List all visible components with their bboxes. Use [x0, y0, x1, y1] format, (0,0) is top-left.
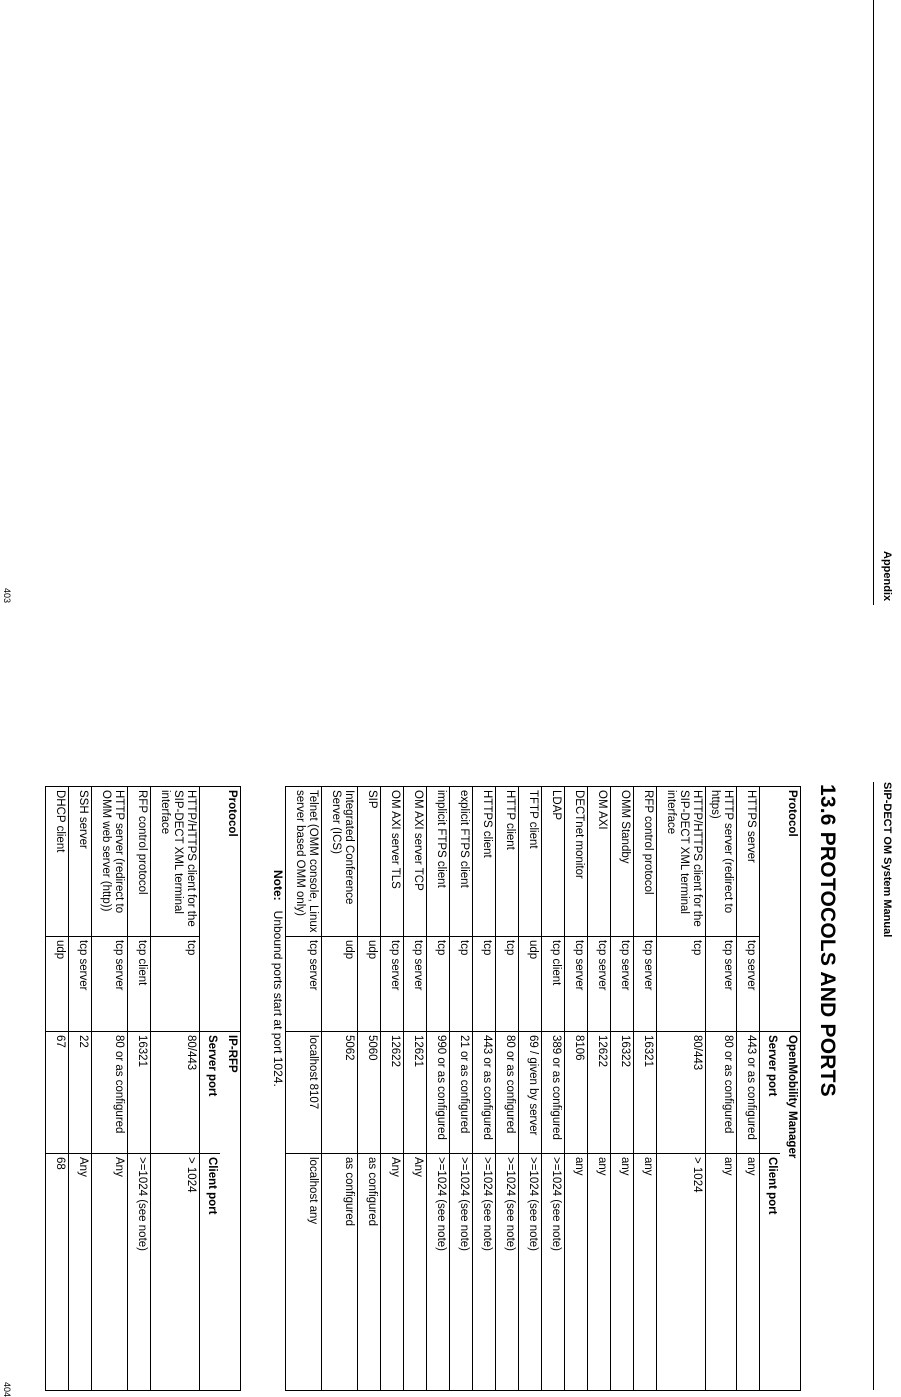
server-port-cell: 5062 [322, 1032, 358, 1154]
rfp-empty-sub2 [200, 937, 221, 1032]
type-cell: tcp client [128, 937, 151, 1032]
note-label: Note: [271, 870, 285, 901]
omm-col-client-port: Client port [760, 1154, 781, 1391]
server-port-cell: localhost 8107 [286, 1032, 322, 1154]
protocol-cell: TFTP client [519, 787, 542, 937]
page-number-right: 403 [2, 588, 12, 604]
client-port-cell: >=1024 (see note) [496, 1154, 519, 1391]
omm-col-server-port: Server port [760, 1032, 781, 1154]
table-row [322, 787, 358, 1391]
client-port-cell: any [565, 1154, 588, 1391]
omm-group-label: OpenMobility Manager [780, 1032, 801, 1391]
table-note [271, 870, 285, 1087]
table-row [519, 787, 542, 1391]
type-cell: tcp [151, 937, 200, 1032]
protocol-cell: DHCP client [46, 787, 69, 937]
client-port-cell: >=1024 (see note) [128, 1154, 151, 1391]
table-row [450, 787, 473, 1391]
client-port-cell: any [634, 1154, 657, 1391]
server-port-cell: 5060 [358, 1032, 381, 1154]
server-port-cell: 389 or as configured [542, 1032, 565, 1154]
type-cell: tcp [496, 937, 519, 1032]
table-row [92, 787, 128, 1391]
type-cell: tcp [450, 937, 473, 1032]
server-port-cell: 8106 [565, 1032, 588, 1154]
type-cell: tcp server [706, 937, 737, 1032]
table-row [496, 787, 519, 1391]
protocol-cell: OM AXI server TCP [404, 787, 427, 937]
client-port-cell: > 1024 [151, 1154, 200, 1391]
client-port-cell: Any [92, 1154, 128, 1391]
table-row [151, 787, 200, 1391]
type-cell: udp [358, 937, 381, 1032]
rfp-col-server-port: Server port [200, 1032, 221, 1154]
client-port-cell: >=1024 (see note) [519, 1154, 542, 1391]
client-port-cell: 68 [46, 1154, 69, 1391]
protocol-cell: HTTPS server [737, 787, 760, 937]
client-port-cell: Any [69, 1154, 92, 1391]
server-port-cell: 12621 [404, 1032, 427, 1154]
rfp-ports-table [45, 786, 241, 1391]
type-cell: tcp server [404, 937, 427, 1032]
protocol-cell: implicit FTPS client [427, 787, 450, 937]
omm-empty-header [780, 937, 801, 1032]
omm-empty-sub [760, 787, 781, 937]
table-row [565, 787, 588, 1391]
type-cell: tcp [657, 937, 706, 1032]
note-text: Unbound ports start at port 1024. [271, 910, 285, 1087]
omm-empty-sub2 [760, 937, 781, 1032]
type-cell: tcp server [634, 937, 657, 1032]
protocol-cell: OM AXI [588, 787, 611, 937]
table-row [286, 787, 322, 1391]
type-cell: tcp client [542, 937, 565, 1032]
client-port-cell: as configured [358, 1154, 381, 1391]
type-cell: tcp server [611, 937, 634, 1032]
table-row [69, 787, 92, 1391]
protocol-cell: explicit FTPS client [450, 787, 473, 937]
server-port-cell: 69 / given by server [519, 1032, 542, 1154]
table-row [358, 787, 381, 1391]
type-cell: tcp server [588, 937, 611, 1032]
protocol-cell: DECTnet monitor [565, 787, 588, 937]
client-port-cell: > 1024 [657, 1154, 706, 1391]
header-rule-right [873, 0, 874, 605]
type-cell: tcp [427, 937, 450, 1032]
rfp-empty-header [220, 937, 241, 1032]
protocol-cell: Integrated Conference Server (ICS) [322, 787, 358, 937]
protocol-cell: HTTP server (redirect to OMM web server (http)) [92, 787, 128, 937]
protocol-cell: SIP [358, 787, 381, 937]
server-port-cell: 22 [69, 1032, 92, 1154]
type-cell: udp [519, 937, 542, 1032]
protocol-cell: HTTP client [496, 787, 519, 937]
protocol-cell: OMM Standby [611, 787, 634, 937]
server-port-cell: 80 or as configured [92, 1032, 128, 1154]
server-port-cell: 67 [46, 1032, 69, 1154]
client-port-cell: >=1024 (see note) [542, 1154, 565, 1391]
client-port-cell: as configured [322, 1154, 358, 1391]
protocol-cell: HTTPS client [473, 787, 496, 937]
table-row [46, 787, 69, 1391]
omm-col-protocol: Protocol [780, 787, 801, 937]
table-row [588, 787, 611, 1391]
table-row [404, 787, 427, 1391]
table-row [611, 787, 634, 1391]
protocol-cell: Telnet (OMM console, Linux server based OMM only) [286, 787, 322, 937]
server-port-cell: 80 or as configured [706, 1032, 737, 1154]
omm-ports-table [285, 786, 801, 1391]
server-port-cell: 16321 [128, 1032, 151, 1154]
table-row [128, 787, 151, 1391]
server-port-cell: 21 or as configured [450, 1032, 473, 1154]
rfp-col-protocol: Protocol [220, 787, 241, 937]
server-port-cell: 16322 [611, 1032, 634, 1154]
server-port-cell: 16321 [634, 1032, 657, 1154]
manual-title: SIP-DECT OM System Manual [881, 782, 893, 938]
client-port-cell: >=1024 (see note) [473, 1154, 496, 1391]
section-title: 13.6 PROTOCOLS AND PORTS [816, 784, 839, 1097]
server-port-cell: 990 or as configured [427, 1032, 450, 1154]
header-rule-left [873, 782, 874, 1390]
server-port-cell: 443 or as configured [473, 1032, 496, 1154]
server-port-cell: 80/443 [151, 1032, 200, 1154]
type-cell: tcp server [381, 937, 404, 1032]
server-port-cell: 12622 [381, 1032, 404, 1154]
protocol-cell: OM AXI server TLS [381, 787, 404, 937]
client-port-cell: Any [381, 1154, 404, 1391]
rfp-empty-sub [200, 787, 221, 937]
table-row [657, 787, 706, 1391]
table-row [381, 787, 404, 1391]
table-row [542, 787, 565, 1391]
table-row [706, 787, 737, 1391]
client-port-cell: any [611, 1154, 634, 1391]
client-port-cell: >=1024 (see note) [427, 1154, 450, 1391]
chapter-label: Appendix [881, 551, 893, 602]
protocol-cell: HTTP/HTTPS client for the SIP-DECT XML terminal interface [657, 787, 706, 937]
client-port-cell: Any [404, 1154, 427, 1391]
protocol-cell: HTTP server (redirect to https) [706, 787, 737, 937]
client-port-cell: any [588, 1154, 611, 1391]
page-number-left: 404 [2, 1382, 12, 1397]
client-port-cell: >=1024 (see note) [450, 1154, 473, 1391]
type-cell: tcp server [565, 937, 588, 1032]
client-port-cell: any [737, 1154, 760, 1391]
type-cell: udp [46, 937, 69, 1032]
table-row [473, 787, 496, 1391]
protocol-cell: RFP control protocol [128, 787, 151, 937]
protocol-cell: LDAP [542, 787, 565, 937]
rfp-col-client-port: Client port [200, 1154, 221, 1391]
table-row [634, 787, 657, 1391]
protocol-cell: HTTP/HTTPS client for the SIP-DECT XML terminal interface [151, 787, 200, 937]
type-cell: tcp server [69, 937, 92, 1032]
protocol-cell: SSH server [69, 787, 92, 937]
server-port-cell: 80 or as configured [496, 1032, 519, 1154]
client-port-cell: localhost any [286, 1154, 322, 1391]
rfp-group-label: IP-RFP [220, 1032, 241, 1391]
type-cell: udp [322, 937, 358, 1032]
table-row [737, 787, 760, 1391]
protocol-cell: RFP control protocol [634, 787, 657, 937]
type-cell: tcp server [286, 937, 322, 1032]
client-port-cell: any [706, 1154, 737, 1391]
server-port-cell: 12622 [588, 1032, 611, 1154]
server-port-cell: 443 or as configured [737, 1032, 760, 1154]
table-row [427, 787, 450, 1391]
type-cell: tcp [473, 937, 496, 1032]
type-cell: tcp server [92, 937, 128, 1032]
type-cell: tcp server [737, 937, 760, 1032]
server-port-cell: 80/443 [657, 1032, 706, 1154]
